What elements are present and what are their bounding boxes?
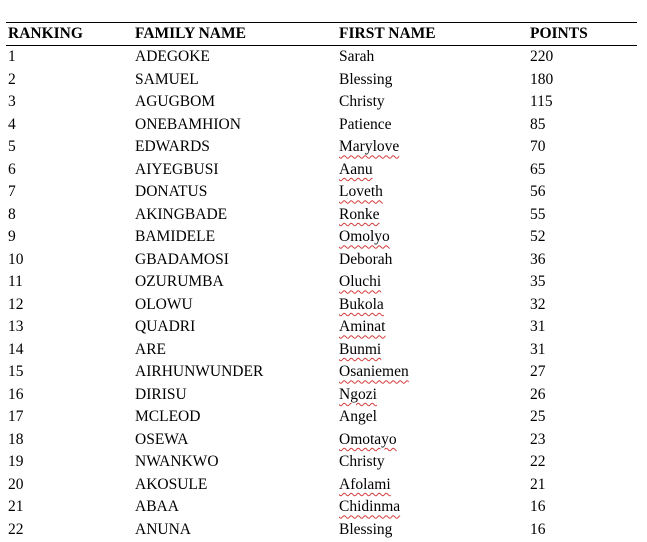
table-row — [6, 249, 637, 272]
family-name-cell — [133, 406, 337, 429]
points-cell-text: 23 — [530, 430, 546, 448]
points-cell — [528, 519, 637, 542]
ranking-table-container — [6, 22, 637, 541]
points-cell — [528, 181, 637, 204]
ranking-cell — [6, 69, 133, 92]
family-name-cell-text: DIRISU — [135, 385, 187, 403]
family-name-cell-text: AIRHUNWUNDER — [135, 363, 264, 381]
family-name-cell — [133, 271, 337, 294]
table-row — [6, 69, 637, 92]
first-name-cell — [337, 271, 528, 294]
first-name-cell-text: Aanu — [339, 160, 373, 178]
ranking-cell-text: 7 — [8, 183, 16, 201]
first-name-cell-text: Marylove — [339, 138, 400, 156]
first-name-cell-text: Bukola — [339, 295, 384, 313]
first-name-cell-text: Omolyo — [339, 228, 390, 246]
points-cell — [528, 496, 637, 519]
family-name-cell — [133, 519, 337, 542]
points-cell-text: 115 — [530, 93, 553, 111]
ranking-cell-text: 12 — [8, 295, 24, 313]
points-cell — [528, 271, 637, 294]
ranking-cell — [6, 271, 133, 294]
points-cell-text: 35 — [530, 273, 546, 291]
ranking-cell — [6, 91, 133, 114]
ranking-cell — [6, 316, 133, 339]
family-name-cell — [133, 496, 337, 519]
ranking-cell-text: 13 — [8, 318, 24, 336]
points-cell-text: 25 — [530, 408, 546, 426]
first-name-cell-text: Oluchi — [339, 273, 382, 291]
first-name-cell-text: Sarah — [339, 48, 375, 66]
header-points: POINTS — [528, 23, 637, 46]
table-row — [6, 316, 637, 339]
ranking-cell-text: 8 — [8, 205, 16, 223]
ranking-cell — [6, 451, 133, 474]
first-name-cell-text: Angel — [339, 408, 377, 426]
points-cell-text: 180 — [530, 70, 554, 88]
ranking-cell — [6, 474, 133, 497]
family-name-cell-text: ONEBAMHION — [135, 115, 241, 133]
family-name-cell-text: OLOWU — [135, 295, 193, 313]
family-name-cell — [133, 474, 337, 497]
family-name-cell-text: ABAA — [135, 498, 179, 516]
table-row — [6, 294, 637, 317]
family-name-cell-text: ARE — [135, 340, 166, 358]
family-name-cell — [133, 429, 337, 452]
points-cell-text: 55 — [530, 205, 546, 223]
first-name-cell-text: Afolami — [339, 475, 391, 493]
family-name-cell-text: AKOSULE — [135, 475, 208, 493]
table-row — [6, 91, 637, 114]
family-name-cell — [133, 46, 337, 69]
points-cell-text: 16 — [530, 498, 546, 516]
table-row — [6, 181, 637, 204]
family-name-cell — [133, 384, 337, 407]
first-name-cell — [337, 294, 528, 317]
ranking-cell — [6, 46, 133, 69]
ranking-cell — [6, 114, 133, 137]
family-name-cell-text: EDWARDS — [135, 138, 210, 156]
family-name-cell-text: AGUGBOM — [135, 93, 216, 111]
ranking-cell-text: 18 — [8, 430, 24, 448]
ranking-cell — [6, 181, 133, 204]
points-cell — [528, 159, 637, 182]
points-cell — [528, 294, 637, 317]
ranking-cell-text: 1 — [8, 48, 16, 66]
points-cell — [528, 249, 637, 272]
family-name-cell — [133, 91, 337, 114]
family-name-cell — [133, 361, 337, 384]
points-cell-text: 27 — [530, 363, 546, 381]
family-name-cell-text: AKINGBADE — [135, 205, 228, 223]
first-name-cell-text: Loveth — [339, 183, 383, 201]
first-name-cell — [337, 496, 528, 519]
points-cell — [528, 474, 637, 497]
first-name-cell-text: Christy — [339, 453, 385, 471]
ranking-cell — [6, 496, 133, 519]
ranking-cell — [6, 294, 133, 317]
family-name-cell — [133, 294, 337, 317]
points-cell-text: 31 — [530, 318, 546, 336]
ranking-cell — [6, 384, 133, 407]
ranking-cell-text: 22 — [8, 520, 24, 538]
points-cell-text: 31 — [530, 340, 546, 358]
table-row — [6, 204, 637, 227]
points-cell-text: 21 — [530, 475, 546, 493]
family-name-cell-text: OSEWA — [135, 430, 189, 448]
points-cell — [528, 226, 637, 249]
table-row — [6, 46, 637, 69]
first-name-cell — [337, 226, 528, 249]
ranking-cell — [6, 226, 133, 249]
ranking-cell — [6, 339, 133, 362]
points-cell — [528, 384, 637, 407]
first-name-cell-text: Blessing — [339, 70, 393, 88]
points-cell — [528, 114, 637, 137]
first-name-cell-text: Patience — [339, 115, 392, 133]
family-name-cell-text: ADEGOKE — [135, 48, 210, 66]
family-name-cell-text: BAMIDELE — [135, 228, 216, 246]
family-name-cell-text: AIYEGBUSI — [135, 160, 219, 178]
table-row — [6, 429, 637, 452]
table-row — [6, 159, 637, 182]
ranking-cell — [6, 406, 133, 429]
first-name-cell — [337, 136, 528, 159]
family-name-cell — [133, 451, 337, 474]
table-row — [6, 384, 637, 407]
first-name-cell-text: Ngozi — [339, 385, 377, 403]
table-body — [6, 46, 637, 542]
family-name-cell — [133, 339, 337, 362]
points-cell — [528, 69, 637, 92]
first-name-cell — [337, 361, 528, 384]
first-name-cell-text: Blessing — [339, 520, 393, 538]
family-name-cell-text: MCLEOD — [135, 408, 201, 426]
table-row — [6, 474, 637, 497]
points-cell — [528, 361, 637, 384]
ranking-cell — [6, 361, 133, 384]
points-cell — [528, 339, 637, 362]
family-name-cell-text: OZURUMBA — [135, 273, 224, 291]
points-cell-text: 36 — [530, 250, 546, 268]
ranking-cell-text: 2 — [8, 70, 16, 88]
first-name-cell — [337, 159, 528, 182]
first-name-cell-text: Christy — [339, 93, 385, 111]
ranking-table — [6, 22, 637, 541]
family-name-cell — [133, 316, 337, 339]
table-row — [6, 519, 637, 542]
points-cell — [528, 406, 637, 429]
ranking-cell-text: 16 — [8, 385, 24, 403]
points-cell-text: 22 — [530, 453, 546, 471]
family-name-cell-text: NWANKWO — [135, 453, 219, 471]
first-name-cell — [337, 204, 528, 227]
table-row — [6, 339, 637, 362]
family-name-cell — [133, 69, 337, 92]
points-cell — [528, 316, 637, 339]
table-header-row — [6, 23, 637, 46]
points-cell — [528, 136, 637, 159]
first-name-cell — [337, 429, 528, 452]
family-name-cell-text: GBADAMOSI — [135, 250, 229, 268]
first-name-cell — [337, 519, 528, 542]
points-cell-text: 56 — [530, 183, 546, 201]
family-name-cell — [133, 226, 337, 249]
table-row — [6, 114, 637, 137]
family-name-cell — [133, 136, 337, 159]
first-name-cell — [337, 474, 528, 497]
ranking-cell-text: 6 — [8, 160, 16, 178]
ranking-cell-text: 19 — [8, 453, 24, 471]
first-name-cell — [337, 249, 528, 272]
points-cell — [528, 91, 637, 114]
first-name-cell — [337, 316, 528, 339]
ranking-cell-text: 15 — [8, 363, 24, 381]
first-name-cell-text: Omotayo — [339, 430, 397, 448]
first-name-cell — [337, 406, 528, 429]
first-name-cell — [337, 339, 528, 362]
first-name-cell — [337, 451, 528, 474]
ranking-cell — [6, 519, 133, 542]
points-cell — [528, 429, 637, 452]
ranking-cell-text: 20 — [8, 475, 24, 493]
points-cell-text: 32 — [530, 295, 546, 313]
family-name-cell-text: DONATUS — [135, 183, 208, 201]
family-name-cell-text: QUADRI — [135, 318, 196, 336]
table-row — [6, 226, 637, 249]
family-name-cell — [133, 204, 337, 227]
first-name-cell — [337, 46, 528, 69]
ranking-cell-text: 14 — [8, 340, 24, 358]
family-name-cell — [133, 159, 337, 182]
first-name-cell-text: Chidinma — [339, 498, 401, 516]
points-cell-text: 52 — [530, 228, 546, 246]
ranking-cell — [6, 429, 133, 452]
table-row — [6, 271, 637, 294]
ranking-cell — [6, 204, 133, 227]
points-cell-text: 85 — [530, 115, 546, 133]
first-name-cell-text: Osaniemen — [339, 363, 409, 381]
table-row — [6, 451, 637, 474]
points-cell — [528, 46, 637, 69]
family-name-cell — [133, 114, 337, 137]
points-cell-text: 26 — [530, 385, 546, 403]
points-cell-text: 70 — [530, 138, 546, 156]
ranking-cell-text: 9 — [8, 228, 16, 246]
family-name-cell — [133, 181, 337, 204]
first-name-cell — [337, 91, 528, 114]
first-name-cell-text: Aminat — [339, 318, 386, 336]
first-name-cell-text: Bunmi — [339, 340, 382, 358]
table-row — [6, 496, 637, 519]
ranking-cell-text: 4 — [8, 115, 16, 133]
family-name-cell — [133, 249, 337, 272]
first-name-cell — [337, 181, 528, 204]
ranking-cell — [6, 249, 133, 272]
table-row — [6, 406, 637, 429]
table-row — [6, 136, 637, 159]
header-first-name: FIRST NAME — [337, 23, 528, 46]
points-cell-text: 65 — [530, 160, 546, 178]
ranking-cell-text: 21 — [8, 498, 24, 516]
ranking-cell-text: 5 — [8, 138, 16, 156]
first-name-cell — [337, 114, 528, 137]
points-cell-text: 16 — [530, 520, 546, 538]
ranking-cell-text: 3 — [8, 93, 16, 111]
ranking-cell-text: 17 — [8, 408, 24, 426]
header-family-name: FAMILY NAME — [133, 23, 337, 46]
first-name-cell-text: Ronke — [339, 205, 380, 223]
header-ranking: RANKING — [6, 23, 133, 46]
points-cell — [528, 451, 637, 474]
first-name-cell-text: Deborah — [339, 250, 393, 268]
ranking-cell — [6, 159, 133, 182]
points-cell — [528, 204, 637, 227]
table-row — [6, 361, 637, 384]
ranking-cell-text: 10 — [8, 250, 24, 268]
first-name-cell — [337, 384, 528, 407]
ranking-cell-text: 11 — [8, 273, 23, 291]
points-cell-text: 220 — [530, 48, 554, 66]
first-name-cell — [337, 69, 528, 92]
family-name-cell-text: ANUNA — [135, 520, 191, 538]
family-name-cell-text: SAMUEL — [135, 70, 199, 88]
ranking-cell — [6, 136, 133, 159]
